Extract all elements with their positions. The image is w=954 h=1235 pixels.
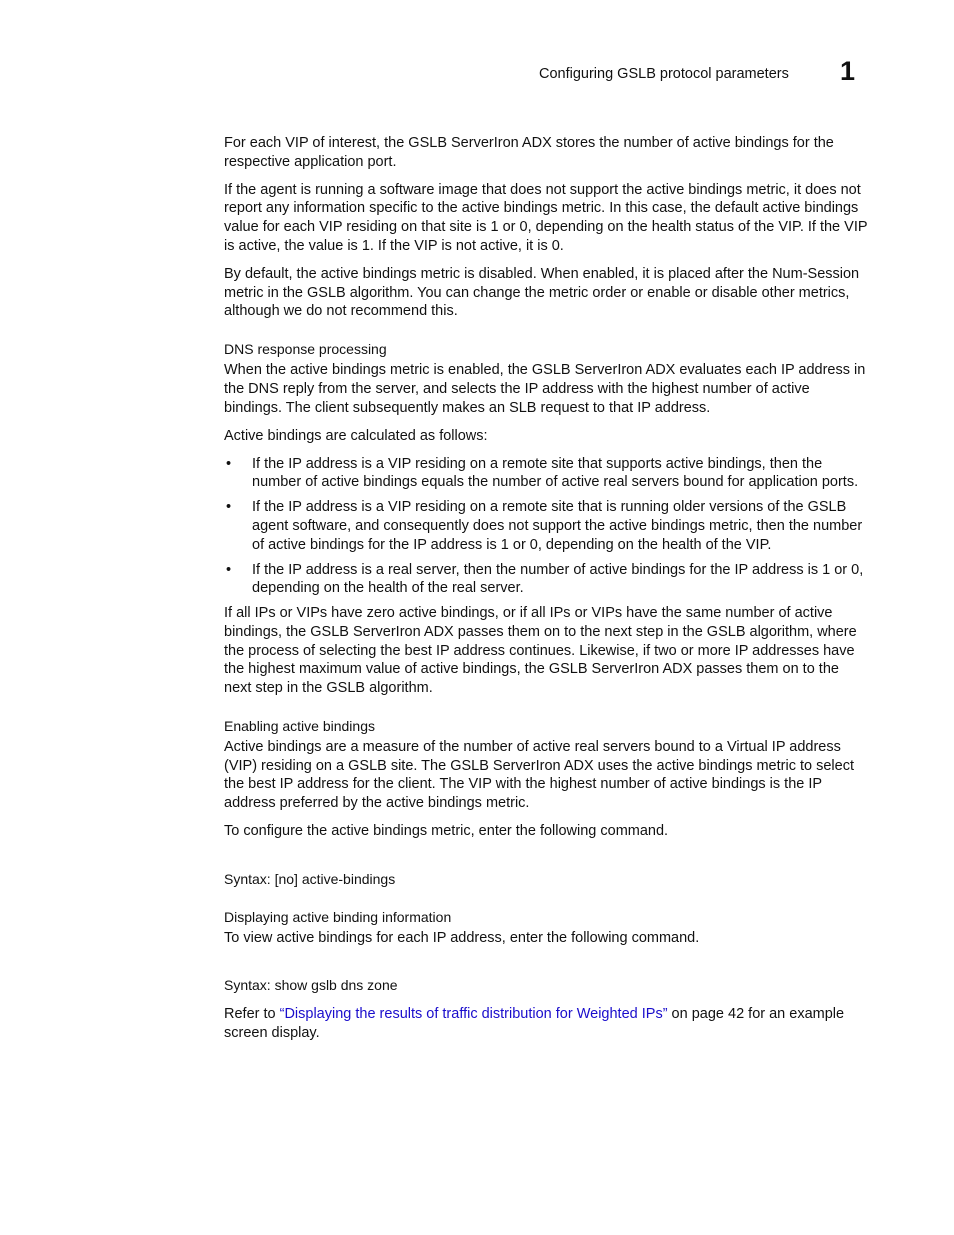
section-heading-enabling: Enabling active bindings [224, 717, 375, 734]
list-item [224, 498, 870, 554]
paragraph: For each VIP of interest, the GSLB ServerIron ADX stores the number of active bindings for the respective application port. [224, 135, 834, 170]
bullet-icon: • [226, 499, 232, 516]
list-item-text: If the IP address is a real server, then the number of active bindings for the IP address is 1 or 0, depending on the health of the real server. [252, 561, 864, 597]
refer-prefix: Refer to [224, 1006, 280, 1023]
refer-suffix: on page 42 for an example screen display. [224, 1006, 845, 1041]
section-heading-dns-response: DNS response processing [224, 340, 387, 357]
paragraph: Active bindings are a measure of the number of active real servers bound to a Virtual IP address (VIP) residing on a GSLB site. The GSLB ServerIron ADX uses the active bindings metric to select the best IP address for the client. The VIP with the highest number of active bindings is the IP address preferred by the active bindings metric. [224, 739, 854, 812]
list-item-text: If the IP address is a VIP residing on a remote site that supports active bindings, then the number of active bindings equals the number of active real servers bound for application ports. [252, 455, 859, 491]
bullet-list [224, 455, 870, 599]
paragraph: By default, the active bindings metric is disabled. When enabled, it is placed after the Num-Session metric in the GSLB algorithm. You can change the metric order or enable or disable other metrics, although we do not recommend this. [224, 265, 860, 320]
list-item-text: If the IP address is a VIP residing on a remote site that is running older versions of the GSLB agent software, and consequently does not support the active bindings metric, then the number of active bindings for the IP address is 1 or 0, depending on the health of the VIP. [252, 499, 863, 553]
paragraph: If the agent is running a software image that does not support the active bindings metric, it does not report any information specific to the active bindings metric. In this case, the default active bindings value for each VIP residing on that site is 1 or 0, depending on the health status of the VIP. If the VIP is active, the value is 1. If the VIP is not active, it is 0. [224, 181, 868, 254]
paragraph: To view active bindings for each IP address, enter the following command. [224, 929, 700, 946]
section-title: Configuring GSLB protocol parameters [539, 66, 789, 82]
paragraph: To configure the active bindings metric, enter the following command. [224, 823, 669, 840]
paragraph: Active bindings are calculated as follows: [224, 427, 488, 444]
bullet-icon: • [226, 455, 232, 472]
syntax-line: Syntax: show gslb dns zone [224, 977, 398, 994]
list-item [224, 561, 870, 598]
syntax-line: Syntax: [no] active-bindings [224, 870, 396, 887]
bullet-icon: • [226, 561, 232, 578]
paragraph: If all IPs or VIPs have zero active bindings, or if all IPs or VIPs have the same number of active bindings, the GSLB ServerIron ADX passes them on to the next step in the GSLB algorithm, where the process of selecting the best IP address continues. Likewise, if two or more IP addresses have the highest maximum value of active bindings, the GSLB ServerIron ADX passes them on to the next step in the GSLB algorithm. [224, 605, 857, 697]
refer-paragraph [224, 1005, 870, 1042]
list-item [224, 455, 870, 492]
chapter-number: 1 [840, 56, 856, 86]
section-heading-displaying: Displaying active binding information [224, 908, 452, 925]
cross-reference-link[interactable]: “Displaying the results of traffic distribution for Weighted IPs” [279, 1006, 668, 1023]
page-body [224, 134, 870, 1052]
paragraph: When the active bindings metric is enabled, the GSLB ServerIron ADX evaluates each IP address in the DNS reply from the server, and selects the IP address with the highest number of active bindings. The client subsequently makes an SLB request to that IP address. [224, 362, 866, 416]
